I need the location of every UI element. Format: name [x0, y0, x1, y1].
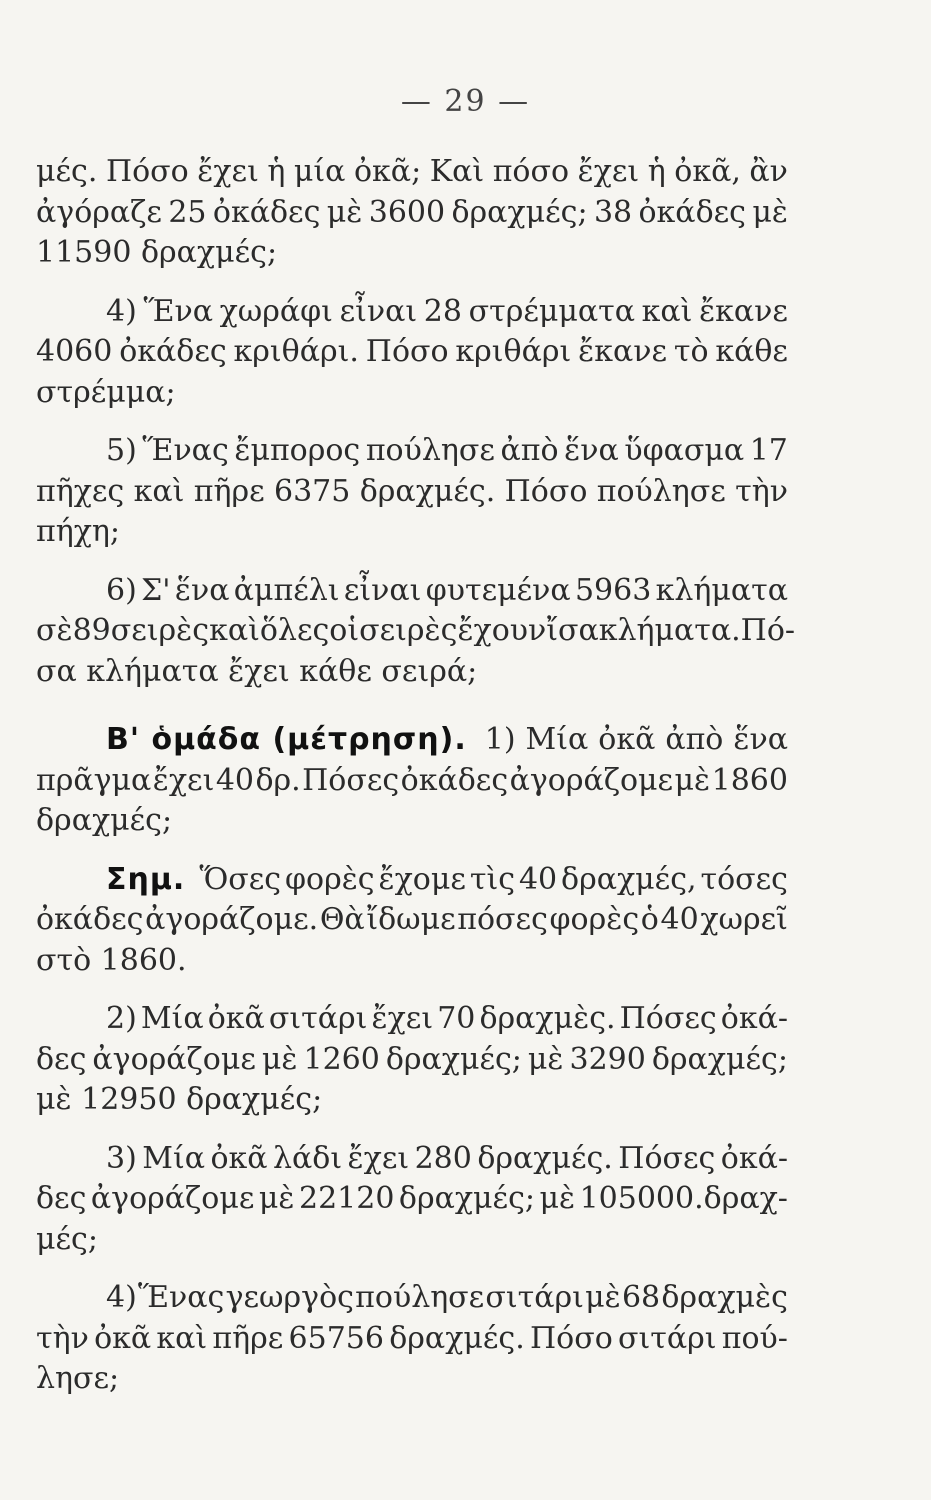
- text-line: στρέμμα;: [36, 374, 176, 410]
- text-line: 5) Ἕνας ἔμπορος πούλησε ἀπὸ ἕνα ὕφασμα 17: [106, 433, 788, 468]
- text-line: 6) Σ' ἕνα ἀμπέλι εἶναι φυτεμένα 5963 κλήματα: [106, 572, 788, 608]
- text-line: 11590 δραχμές;: [36, 235, 278, 270]
- problem-paragraph: [36, 571, 796, 693]
- text-run: 1) Μία ὀκᾶ ἀπὸ ἕνα: [484, 722, 788, 757]
- group-b-paragraph: [36, 720, 788, 842]
- problem-paragraph: [36, 292, 788, 414]
- text-line: σὲ 89 σειρὲς καὶ ὅλες οἱ σειρὲς ἔχουν ἴσα κλήματα. Πό-: [36, 613, 796, 648]
- note-label: Σημ.: [106, 861, 186, 897]
- text-line: πῆχες καὶ πῆρε 6375 δραχμές. Πόσο πούλησε τὴν: [36, 473, 788, 509]
- text-line: στὸ 1860.: [36, 942, 187, 978]
- text-line: 3) Μία ὀκᾶ λάδι ἔχει 280 δραχμές. Πόσες ὀκά-: [106, 1140, 788, 1176]
- text-line: λησε;: [36, 1361, 120, 1396]
- text-line: μὲ 12950 δραχμές;: [36, 1082, 323, 1117]
- text-line: [36, 860, 788, 901]
- note-paragraph: [36, 860, 788, 982]
- page-number: — 29 —: [400, 84, 531, 119]
- text-run: Ὅσες φορὲς ἔχομε τὶς 40 δραχμές, τόσες: [199, 861, 788, 897]
- text-line: σα κλήματα ἔχει κάθε σειρά;: [36, 653, 478, 689]
- text-line: πρᾶγμα ἔχει 40 δρ. Πόσες ὀκάδες ἀγοράζομε μὲ 1860: [36, 762, 788, 798]
- problem-paragraph: [36, 1278, 788, 1400]
- text-line: 2) Μία ὀκᾶ σιτάρι ἔχει 70 δραχμὲς. Πόσες ὀκά-: [106, 1001, 788, 1036]
- text-line: δες ἀγοράζομε μὲ 22120 δραχμές; μὲ 105000.δραχ-: [36, 1181, 788, 1216]
- text-line: ἀγόραζε 25 ὀκάδες μὲ 3600 δραχμές; 38 ὀκάδες μὲ: [36, 194, 788, 230]
- text-line: πήχη;: [36, 514, 120, 549]
- page-text: [36, 152, 796, 1400]
- text-line: ὀκάδες ἀγοράζομε. Θὰ ἴδωμε πόσες φορὲς ὁ 40 χωρεῖ: [36, 902, 788, 937]
- text-line: δες ἀγοράζομε μὲ 1260 δραχμές; μὲ 3290 δραχμές;: [36, 1041, 788, 1077]
- text-line: [36, 720, 788, 761]
- text-line: δραχμές;: [36, 803, 173, 838]
- text-line: 4) Ἕνας γεωργὸς πούλησε σιτάρι μὲ 68 δραχμὲς: [106, 1280, 788, 1315]
- problem-paragraph: [36, 1139, 788, 1261]
- text-line: μές;: [36, 1221, 98, 1257]
- text-line: 4) Ἕνα χωράφι εἶναι 28 στρέμματα καὶ ἔκανε: [106, 293, 788, 329]
- text-line: τὴν ὀκᾶ καὶ πῆρε 65756 δραχμές. Πόσο σιτάρι πού-: [36, 1320, 788, 1356]
- problem-paragraph: [36, 999, 788, 1121]
- problem-paragraph: [36, 431, 788, 553]
- group-heading: Β' ὁμάδα (μέτρηση).: [106, 722, 467, 757]
- text-line: 4060 ὀκάδες κριθάρι. Πόσο κριθάρι ἔκανε τὸ κάθε: [36, 334, 788, 369]
- text-line: μές. Πόσο ἔχει ἡ μία ὀκᾶ; Καὶ πόσο ἔχει ἡ ὀκᾶ, ἂν: [36, 154, 788, 189]
- paragraph: [36, 152, 788, 274]
